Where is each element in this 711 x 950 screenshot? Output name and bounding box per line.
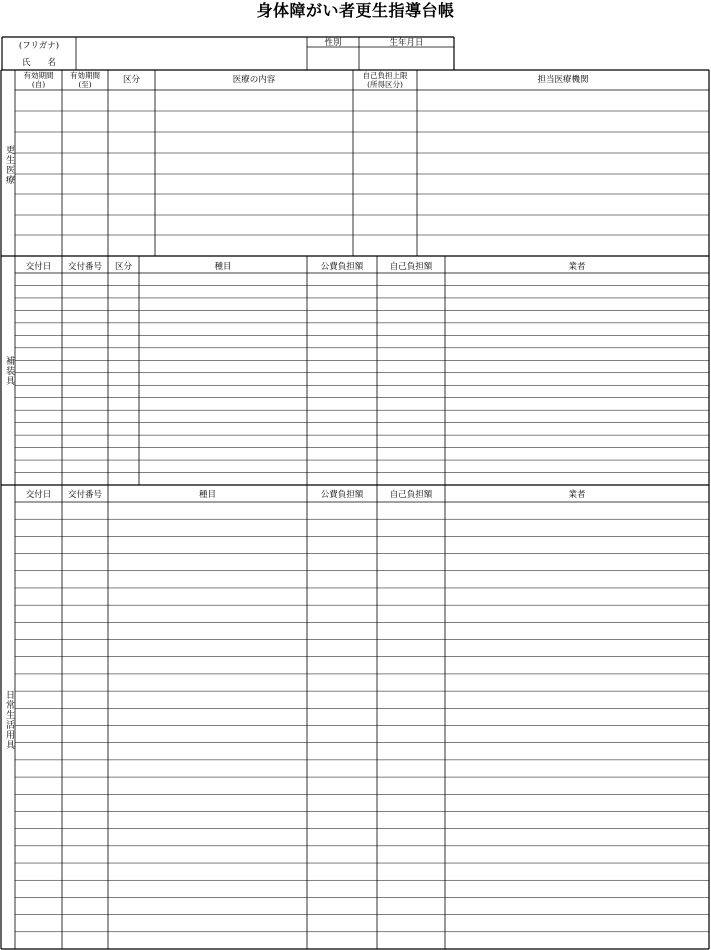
rehab-header-treatment: 医療の内容 xyxy=(232,75,276,85)
rehab-section-label: 更生医療 xyxy=(4,145,14,185)
daily-header-self-cost: 自己負担額 xyxy=(389,490,433,500)
prosthetic-header-issue-date: 交付日 xyxy=(25,262,52,272)
rehab-header-copay-limit-sub: (所得区分) xyxy=(367,80,403,89)
rehab-header-institution: 担当医療機関 xyxy=(537,75,589,85)
daily-header-issue-date: 交付日 xyxy=(25,490,52,500)
prosthetic-header-vendor: 業者 xyxy=(568,262,586,272)
rehab-header-valid-to: 有効期間 xyxy=(70,71,100,80)
name-label: 氏 名 xyxy=(21,58,56,68)
rehab-header-valid-to-sub: (至) xyxy=(78,80,92,89)
prosthetic-header-public-cost: 公費負担額 xyxy=(320,262,364,272)
rehab-header-valid-from-sub: (自) xyxy=(31,80,46,89)
prosthetic-header-item: 種目 xyxy=(214,262,232,272)
daily-header-vendor: 業者 xyxy=(568,490,586,500)
daily-header-public-cost: 公費負担額 xyxy=(320,490,364,500)
sex-label: 性別 xyxy=(324,38,342,48)
furigana-label: (フリガナ) xyxy=(18,41,60,51)
prosthetic-header-category: 区分 xyxy=(114,262,132,272)
rehab-header-copay-limit: 自己負担上限 xyxy=(362,71,408,80)
daily-header-item: 種目 xyxy=(198,490,216,500)
document-title: 身体障がい者更生指導台帳 xyxy=(256,1,455,20)
prosthetic-section-label: 補装具 xyxy=(4,356,14,386)
dob-label: 生年月日 xyxy=(389,38,424,48)
daily-header-issue-no: 交付番号 xyxy=(67,490,102,500)
prosthetic-header-self-cost: 自己負担額 xyxy=(389,262,433,272)
prosthetic-header-issue-no: 交付番号 xyxy=(67,262,102,272)
daily-section-label: 日常生活用具 xyxy=(4,690,14,750)
rehab-header-category: 区分 xyxy=(122,75,140,85)
rehab-header-valid-from: 有効期間 xyxy=(23,71,54,80)
